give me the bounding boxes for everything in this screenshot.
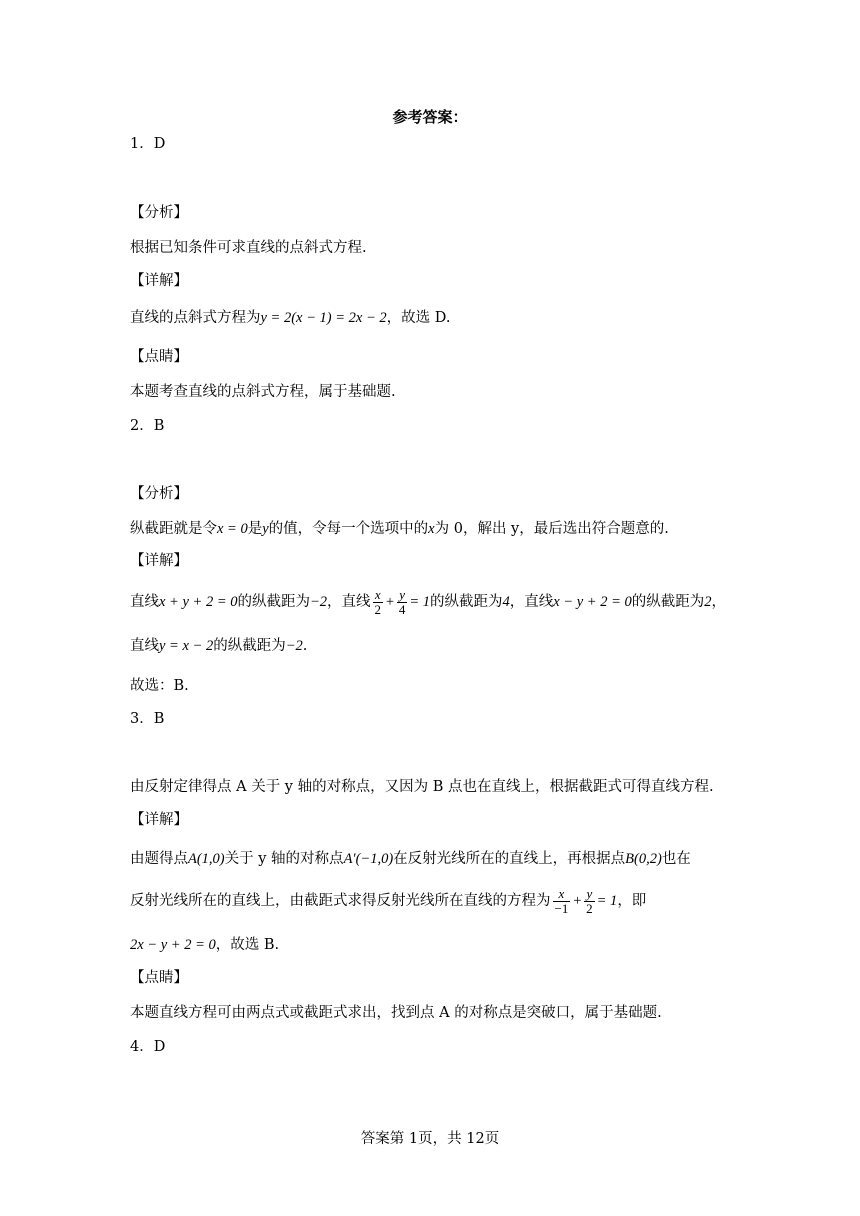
q2-d1-v1: −2 [309, 594, 328, 610]
q1-detail-prefix: 直线的点斜式方程为 [130, 310, 261, 326]
q3-d2-frac1-den: −1 [554, 900, 569, 916]
q2-d2-text-c: . [302, 638, 308, 654]
q3-d2-plus: + [572, 893, 583, 909]
q1-detail-suffix: ，故选 D. [386, 310, 451, 326]
q2-d2-v: −2 [285, 638, 303, 654]
q2-d1-eq3: x − y + 2 = 0 [553, 594, 632, 610]
page-title: 参考答案： [392, 108, 468, 126]
q2-analysis-text-b: 是 [247, 521, 263, 537]
q2-analysis-y: y [262, 521, 269, 537]
q3-d2-rhs: = 1 [596, 893, 618, 909]
q2-analysis-text-a: 纵截距就是令 [130, 521, 217, 537]
q2-analysis-eq: x = 0 [217, 521, 248, 537]
q3-d2-frac2 [584, 887, 595, 916]
q3-comment-label: 【点睛】 [130, 970, 188, 986]
q3-comment: 本题直线方程可由两点式或截距式求出，找到点 A 的对称点是突破口，属于基础题. [130, 1005, 662, 1021]
q2-d1-frac2-num: y [397, 588, 408, 603]
q3-d1-text-c: 在反射光线所在的直线上，再根据点 [393, 851, 626, 867]
q3-d2-frac1-num: x [553, 887, 571, 902]
q1-comment-label: 【点睛】 [130, 349, 188, 365]
q3-d3-eq: 2x − y + 2 = 0 [130, 937, 216, 953]
q2-analysis-text-d: 为 0，解出 y，最后选出符合题意的. [434, 521, 669, 537]
q2-d1-frac1-den: 2 [374, 601, 382, 617]
q1-comment: 本题考查直线的点斜式方程，属于基础题. [130, 384, 396, 400]
q4-number: 4．D [130, 1039, 166, 1055]
page-footer: 答案第 1页，共 12页 [360, 1131, 500, 1147]
q1-analysis-label: 【分析】 [130, 205, 188, 221]
q2-d1-eq1: x + y + 2 = 0 [159, 594, 238, 610]
q2-d1-v2: 4 [502, 594, 510, 610]
q2-d2-text-b: 的纵截距为 [213, 638, 286, 654]
q2-conclusion: 故选：B. [130, 678, 189, 694]
q2-detail-line2 [130, 636, 307, 656]
q2-d1-frac1 [373, 588, 384, 617]
q2-d1-frac1-num: x [373, 588, 384, 603]
q3-number: 3．B [130, 711, 165, 727]
q1-detail [130, 308, 450, 328]
q3-d2-text-b: ，即 [617, 893, 647, 909]
q3-d2-frac1 [553, 887, 571, 916]
q2-d1-plus: + [385, 594, 395, 610]
q2-analysis-text-c: 的值，令每一个选项中的 [268, 521, 429, 537]
q3-d1-point-a-prime: A′(−1,0) [343, 851, 394, 867]
q3-d1-text-d: 也在 [661, 851, 691, 867]
q2-d1-text-g: ， [711, 594, 726, 610]
q1-analysis: 根据已知条件可求直线的点斜式方程. [130, 240, 367, 256]
q2-detail-label: 【详解】 [130, 553, 188, 569]
q3-d3-text-b: ，故选 B. [215, 937, 280, 953]
q2-d2-text-a: 直线 [130, 638, 159, 654]
q2-analysis [130, 519, 669, 539]
q3-d1-point-a: A(1,0) [188, 851, 225, 867]
q3-d1-text-a: 由题得点 [130, 851, 188, 867]
q2-analysis-x: x [428, 521, 435, 537]
q3-detail-label: 【详解】 [130, 812, 188, 828]
q3-d1-point-b: B(0,2) [625, 851, 662, 867]
q2-d1-text-e: ，直线 [509, 594, 554, 610]
q1-detail-label: 【详解】 [130, 273, 188, 289]
q2-number: 2．B [130, 418, 165, 434]
q1-detail-equation: y = 2(x − 1) = 2x − 2 [260, 310, 387, 326]
q3-detail-line2 [130, 885, 646, 917]
q2-d1-eq2-rhs: = 1 [409, 594, 430, 610]
q2-detail-line1 [130, 586, 726, 618]
q2-d1-frac2-den: 4 [398, 601, 406, 617]
q2-d1-v3: 2 [704, 594, 712, 610]
q3-d1-text-b: 关于 y 轴的对称点 [224, 851, 344, 867]
q2-analysis-label: 【分析】 [130, 486, 188, 502]
q3-detail-line3 [130, 935, 279, 955]
q3-detail-line1 [130, 849, 691, 869]
q1-number: 1．D [130, 136, 166, 152]
q2-d1-text-a: 直线 [130, 594, 159, 610]
q3-d2-text-a: 反射光线所在的直线上，由截距式求得反射光线所在直线的方程为 [130, 893, 551, 909]
q2-d1-text-f: 的纵截距为 [631, 594, 705, 610]
q2-d2-eq: y = x − 2 [159, 638, 214, 654]
q2-d1-text-b: 的纵截距为 [237, 594, 310, 610]
q2-d1-text-d: 的纵截距为 [430, 594, 503, 610]
q3-d2-frac2-den: 2 [586, 900, 593, 916]
q2-d1-frac2 [397, 588, 408, 617]
q3-d2-frac2-num: y [584, 887, 595, 902]
q2-d1-text-c: ，直线 [327, 594, 371, 610]
q3-analysis: 由反射定律得点 A 关于 y 轴的对称点，又因为 B 点也在直线上，根据截距式可得直线方程. [130, 779, 714, 795]
